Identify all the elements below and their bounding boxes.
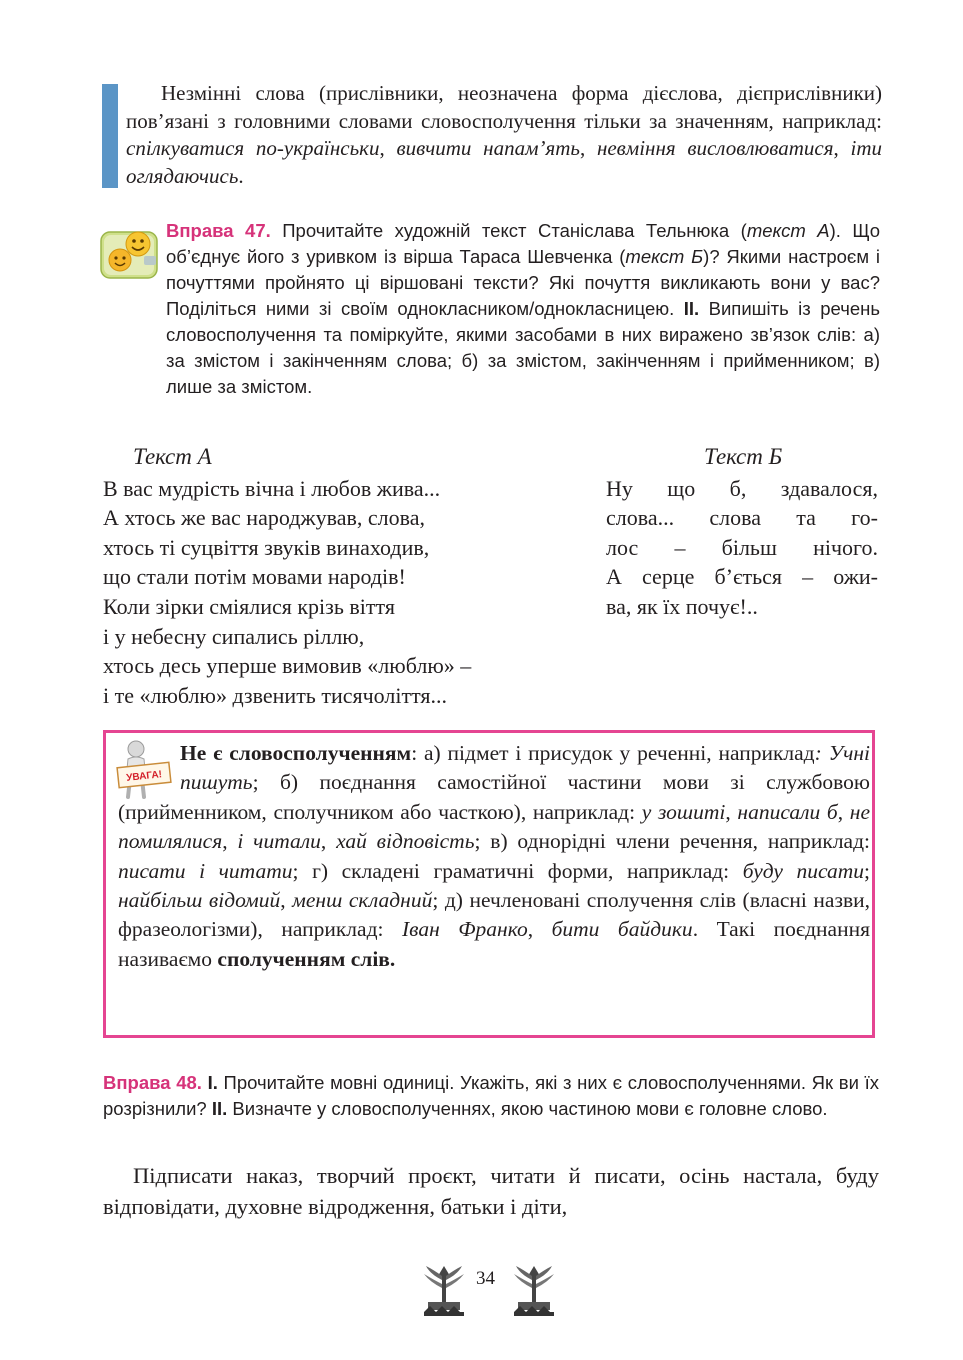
exercise-48-words: Підписати наказ, творчий проєкт, читати й писати, осінь настала, буду відповідати, духовне відродження, батьки і діти, — [103, 1163, 879, 1219]
warning-part: , — [320, 829, 337, 854]
exercise-48-label: Вправа 48. — [103, 1072, 202, 1093]
warning-part: , — [837, 799, 850, 824]
ornament-left-icon — [420, 1262, 468, 1318]
warning-example: найбільш відомий — [118, 888, 281, 913]
exercise-47-part-1: Прочитайте художній текст Станіслава Тельнюка ( — [270, 220, 747, 241]
warning-part: , — [280, 888, 293, 913]
warning-example: бити байдики — [551, 917, 693, 942]
warning-part: , — [527, 917, 552, 942]
exercise-47-part-4: Випишіть із речень словосполучення та поміркуйте, якими засобами в них виражено зв’язок слів: а) за змістом і закінченням слова; б) за змістом, закінченням і прийменником; в) лише за змістом. — [166, 298, 880, 397]
exercise-47-roman-2: ІІ. — [683, 298, 700, 319]
warning-example: і читали — [237, 829, 321, 854]
exercise-47-text — [166, 218, 880, 400]
poem-line: А серце б’ється – ожи- — [606, 564, 878, 590]
rule-example-4: іти оглядаючись — [126, 136, 882, 188]
exercise-48 — [103, 1070, 879, 1122]
warning-text — [118, 739, 870, 974]
exercise-47 — [100, 218, 880, 400]
poem-line: Ну що б, здавалося, — [606, 475, 878, 501]
rule-example-1: спілкуватися по-українськи — [126, 136, 380, 160]
warning-term: Не є словосполученням — [180, 741, 412, 765]
page-number: 34 — [476, 1268, 495, 1289]
warning-box — [103, 730, 875, 1038]
warning-part: , — [725, 799, 738, 824]
rule-sep-3: , — [833, 136, 851, 160]
poem-line: Коли зірки сміялися крізь віття — [103, 593, 395, 619]
poem-line: лос – більш нічого. — [606, 534, 878, 560]
rule-example-2: вивчити напам’ять — [396, 136, 580, 160]
discussion-icon — [100, 224, 160, 284]
warning-part: ; в) однорідні члени речення, наприклад: — [474, 829, 870, 854]
rule-accent-bar — [102, 84, 118, 188]
warning-part: ; б) поєднання самостійної частини мови зі службовою (прийменником, сполучником або часткою), наприклад: — [118, 770, 870, 824]
rule-sep-1: , — [379, 136, 397, 160]
warning-example: написали б — [737, 799, 838, 824]
warning-part: ; г) складені граматичні форми, наприклад: — [292, 858, 743, 883]
warning-example: у зошиті — [641, 799, 726, 824]
exercise-47-label: Вправа 47. — [166, 220, 271, 241]
exercise-47-part-2: ). Що об’єднує його з уривком із вірша Тараса Шевченка ( — [166, 220, 880, 267]
poem-b — [606, 442, 878, 622]
poem-line: що стали потім мовами народів! — [103, 564, 406, 590]
warning-example: менш складний — [292, 888, 433, 913]
warning-part: ; д) нечленовані сполучення слів (власні назви, фразеологізми), наприклад: — [118, 888, 871, 942]
rule-block — [102, 80, 882, 190]
warning-part: ; — [864, 858, 870, 883]
poem-a-title: Текст А — [133, 444, 212, 469]
warning-part: , — [222, 829, 238, 854]
poem-line: хтось десь уперше вимовив «люблю» – — [103, 653, 472, 679]
poem-line: В вас мудрість вічна і любов жива... — [103, 475, 441, 501]
attention-sign-label: УВАГА! — [125, 769, 163, 784]
warning-example: буду писати — [742, 858, 865, 883]
warning-term-2: сполученням слів. — [217, 946, 396, 971]
exercise-48-part-1: Прочитайте мовні одиниці. Укажіть, які з них є словосполученнями. Як ви їх розрізнили? — [103, 1072, 879, 1119]
warning-example: хай відповість — [336, 829, 475, 854]
ornament-right-icon — [510, 1262, 558, 1318]
rule-example-3: невміння висловлюватися — [596, 136, 834, 160]
poem-line: А хтось же вас народжував, слова, — [103, 505, 425, 531]
rule-text-plain: Незмінні слова (прислівники, неозначена форма дієслова, дієприслівники) пов’язані з головними словами словосполучення тільки за значенням, наприклад: — [126, 81, 882, 133]
warning-example: не помилялися — [118, 799, 871, 854]
warning-example: писати і читати — [118, 858, 293, 883]
warning-example: Іван Франко — [402, 917, 528, 942]
poem-line: слова... слова та го- — [606, 505, 878, 531]
rule-text — [126, 80, 882, 190]
exercise-48-roman-1: І. — [201, 1072, 218, 1093]
poem-line: і те «люблю» дзвенить тисячоліття... — [103, 682, 448, 708]
poem-line: і у небесну сипались ріллю, — [103, 623, 365, 649]
poem-a — [103, 442, 593, 710]
warning-example: : Учні пишуть — [180, 741, 870, 795]
rule-end: . — [238, 163, 244, 188]
exercise-47-ref-a: текст А — [746, 220, 830, 241]
exercise-48-part-2: Визначте у словосполученнях, якою частиною мови є головне слово. — [227, 1098, 828, 1119]
poem-line: хтось ті суцвіття звуків винаходив, — [103, 534, 430, 560]
exercise-47-part-3: )? Якими настроєм і почуттями пройнято ці віршовані тексти? Які почуття викликають вони у вас? Поділіться ними зі своїм однокласником/однокласницею. — [166, 246, 880, 319]
poem-line: ва, як їх почує!.. — [606, 593, 758, 619]
page-footer — [420, 1262, 560, 1318]
exercise-48-roman-2: ІІ. — [211, 1098, 228, 1119]
warning-part: . Такі поєднання називаємо — [118, 917, 870, 971]
exercise-47-ref-b: текст Б — [625, 246, 704, 267]
warning-part: : а) підмет і присудок у реченні, наприклад — [411, 741, 815, 765]
rule-sep-2: , — [579, 136, 597, 160]
poem-b-title: Текст Б — [704, 444, 783, 469]
